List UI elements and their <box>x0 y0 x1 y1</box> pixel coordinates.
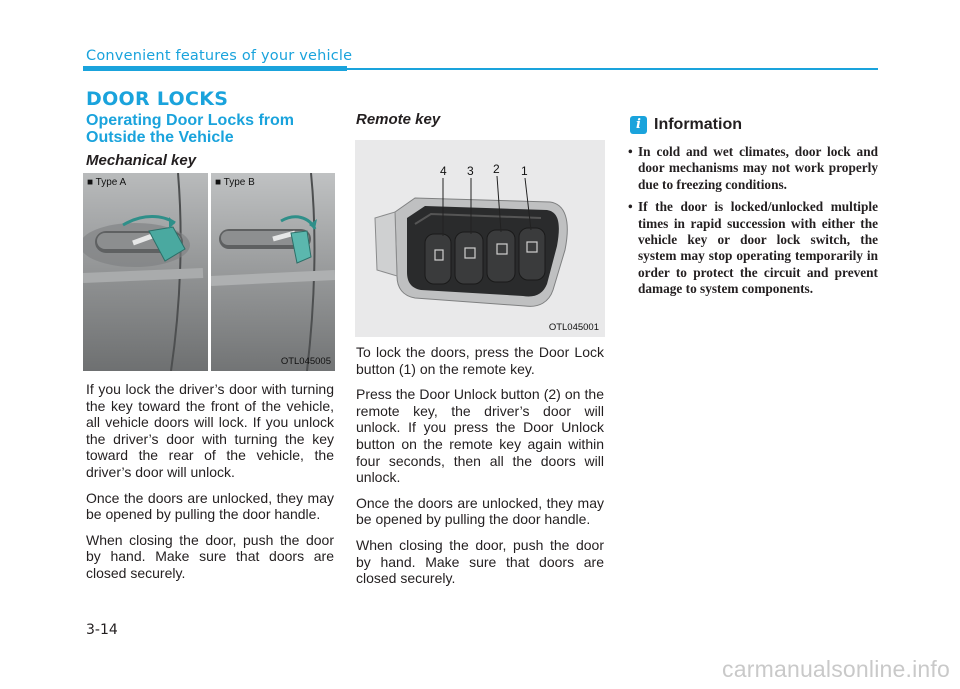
type-b-label: ■ Type B <box>215 177 255 188</box>
paragraph: Press the Door Unlock button (2) on the remote key, the driver’s door will unlock. If you press the Door Unlock button on the remote key again within four seconds, then all the doors will unlock. <box>356 386 604 486</box>
subsection-title: Operating Door Locks from Outside the Vehicle <box>86 112 295 146</box>
running-header: Convenient features of your vehicle <box>86 48 353 64</box>
paragraph: Once the doors are unlocked, they may be opened by pulling the door handle. <box>356 494 604 528</box>
door-handle-photo-type-b <box>211 173 335 371</box>
page-number: 3-14 <box>86 622 118 638</box>
door-handle-photo-type-a <box>83 173 208 371</box>
header-rule <box>347 68 878 70</box>
paragraph: When closing the door, push the door by hand. Make sure that doors are closed securely. <box>356 536 604 587</box>
figure-code-mechanical: OTL045005 <box>280 356 331 367</box>
type-a-label: ■ Type A <box>87 177 127 188</box>
figure-code-remote: OTL045001 <box>548 322 599 333</box>
info-icon: i <box>630 116 647 134</box>
remote-key-text <box>356 344 604 596</box>
paragraph: If you lock the driver’s door with turning the key toward the front of the vehicle, all vehicle doors will lock. If you unlock the driver’s door with turning the key toward the rear of the vehicle, the driver’s door will unlock. <box>86 381 334 480</box>
callout-4: 4 <box>440 164 447 178</box>
watermark: carmanualsonline.info <box>722 656 950 682</box>
info-item: • If the door is locked/unlocked multiple times in rapid succession with either the vehicle key or door lock switch, the system may stop operating temporarily in order to protect the circuit and prevent damage to system components. <box>628 199 878 297</box>
paragraph: Once the doors are unlocked, they may be opened by pulling the door handle. <box>86 489 334 523</box>
mechanical-key-text <box>86 381 334 591</box>
section-title: DOOR LOCKS <box>86 88 229 110</box>
callout-1: 1 <box>521 164 528 178</box>
info-item-text: If the door is locked/unlocked multiple times in rapid succession with either the vehicle key or door lock switch, the system may stop operating temporarily in order to protect the circuit and prevent damage to system components. <box>638 199 878 297</box>
paragraph: To lock the doors, press the Door Lock button (1) on the remote key. <box>356 344 604 377</box>
remote-key-heading: Remote key <box>356 111 441 128</box>
info-item-text: In cold and wet climates, door lock and door mechanisms may not work properly due to freezing conditions. <box>638 144 878 192</box>
paragraph: When closing the door, push the door by hand. Make sure that doors are closed securely. <box>86 531 334 581</box>
info-item: • In cold and wet climates, door lock and door mechanisms may not work properly due to freezing conditions. <box>628 144 878 192</box>
info-list <box>628 144 878 304</box>
callout-3: 3 <box>467 164 474 178</box>
mechanical-key-heading: Mechanical key <box>86 152 197 169</box>
info-title: Information <box>654 116 742 133</box>
remote-key-photo <box>355 140 605 337</box>
header-accent-bar <box>83 66 347 71</box>
callout-2: 2 <box>493 162 500 176</box>
